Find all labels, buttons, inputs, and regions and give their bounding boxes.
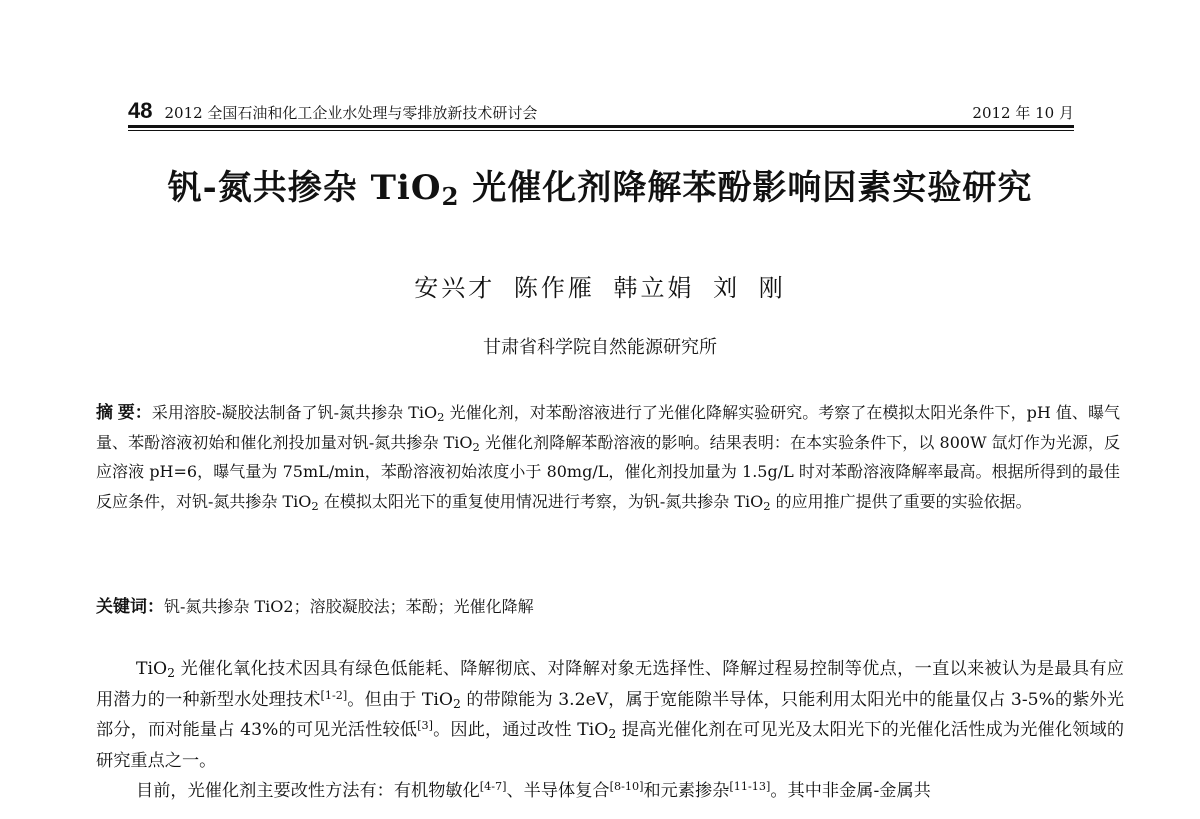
paper-title: 钒-氮共掺杂 TiO$_2$ 光催化剂降解苯酚影响因素实验研究 — [167, 168, 1033, 212]
citation: [1-2] — [320, 688, 348, 702]
body-paragraph-2: 目前，光催化剂主要改性方法有：有机物敏化[4-7]、半导体复合[8-10]和元素掺杂[11-13]。其中非金属-金属共 — [136, 779, 931, 801]
body-paragraph-1: TiO$_2$ 光催化氧化技术因具有绿色低能耗、降解彻底、对降解对象无选择性、降解过程易控制等优点，一直以来被认为是最具有应用潜力的一种新型水处理技术[1-2]。但由于 TiO$_2$ 的带隙能为 3.2eV，属于宽能隙半导体，只能利用太阳光中的能量仅占 3-5%的紫外光部分，而对能量占 43%的可见光活性较低[3]。因此，通过改性 TiO$_2$ 提高光催化剂在可见光及太阳光下的光催化活性成为光催化领域的研究重点之一。 — [96, 659, 1125, 771]
conference-name: 2012 全国石油和化工企业水处理与零排放新技术研讨会 — [164, 104, 538, 122]
citation: [3] — [417, 718, 433, 732]
header-date: 2012 年 10 月 — [972, 104, 1074, 122]
abstract: 摘 要：采用溶胶-凝胶法制备了钒-氮共掺杂 TiO$_2$ 光催化剂，对苯酚溶液进行了光催化降解实验研究。考察了在模拟太阳光条件下，pH 值、曝气量、苯酚溶液初始和催化剂投加量对钒-氮共掺杂 TiO$_2$ 光催化剂降解苯酚溶液的影响。结果表明：在本实验条件下，以 800W 氙灯作为光源，反应溶液 pH=6，曝气量为 75mL/min，苯酚溶液初始浓度小于 80mg/L，催化剂投加量为 1.5g/L 时对苯酚溶液降解率最高。根据所得到的最佳反应条件，对钒-氮共掺杂 TiO$_2$ 在模拟太阳光下的重复使用情况进行考察，为钒-氮共掺杂 TiO$_2$ 的应用推广提供了重要的实验依据。 — [96, 403, 1120, 513]
keywords-label: 关键词： — [96, 597, 164, 616]
abstract-label: 摘 要： — [96, 403, 152, 422]
author-list: 安兴才 陈作雁 韩立娟 刘 刚 — [414, 274, 786, 302]
body-text — [96, 654, 1124, 807]
citation: [4-7] — [479, 779, 507, 793]
keywords-text: 钒-氮共掺杂 TiO2；溶胶凝胶法；苯酚；光催化降解 — [164, 597, 534, 616]
header-rule-thin — [128, 130, 1074, 131]
affiliation: 甘肃省科学院自然能源研究所 — [483, 337, 717, 357]
page-header — [128, 94, 1074, 122]
keywords — [96, 592, 1120, 621]
header-rule-thick — [128, 125, 1074, 128]
citation: [8-10] — [609, 779, 644, 793]
citation: [11-13] — [729, 779, 771, 793]
page-number: 48 — [128, 98, 153, 123]
